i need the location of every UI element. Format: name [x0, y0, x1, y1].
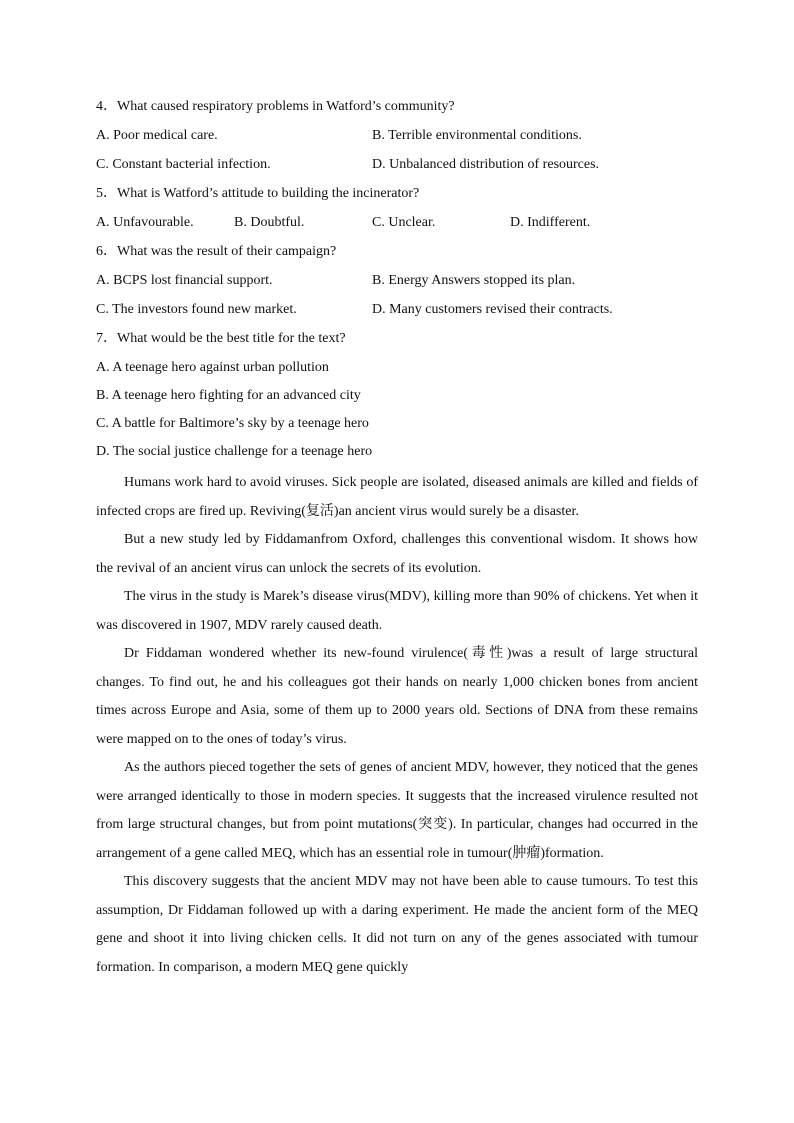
- passage-paragraph-5: As the authors pieced together the sets of genes of ancient MDV, however, they noticed that the genes were arranged identically to those in modern species. It suggests that the increased virulence resulted not from large structural changes, but from point mutations(突变). In particular, changes had occurred in the arrangement of a gene called MEQ, which has an essential role in tumour(肿瘤)formation.: [96, 760, 698, 861]
- reading-passage: [96, 469, 698, 982]
- question-5-options-row: [96, 212, 698, 241]
- question-4-option-c: C. Constant bacterial infection.: [96, 157, 271, 172]
- question-6-options-row-1: [96, 270, 698, 299]
- passage-paragraph-4: Dr Fiddaman wondered whether its new-found virulence(毒性)was a result of large structural changes. To find out, he and his colleagues got their hands on nearly 1,000 chicken bones from ancient times across Europe and Asia, some of them up to 2000 years old. Sections of DNA from these remains were mapped on to the ones of today’s virus.: [96, 646, 698, 747]
- question-6-option-a: A. BCPS lost financial support.: [96, 273, 273, 288]
- question-7-stem: 7．What would be the best title for the text?: [96, 331, 346, 346]
- page-content: [96, 96, 698, 982]
- question-6-option-b: B. Energy Answers stopped its plan.: [372, 273, 576, 288]
- question-5-option-a: A. Unfavourable.: [96, 215, 194, 230]
- passage-paragraph-2: But a new study led by Fiddamanfrom Oxford, challenges this conventional wisdom. It shows how the revival of an ancient virus can unlock the secrets of its evolution.: [96, 532, 698, 576]
- question-4-option-a: A. Poor medical care.: [96, 128, 218, 143]
- passage-paragraph-6: This discovery suggests that the ancient MDV may not have been able to cause tumours. To test this assumption, Dr Fiddaman followed up with a daring experiment. He made the ancient form of the MEQ gene and shoot it into living chicken cells. It did not turn on any of the genes associated with tumour formation. In comparison, a modern MEQ gene quickly: [96, 874, 698, 975]
- question-5-option-d: D. Indifferent.: [510, 215, 591, 230]
- question-4-stem: 4．What caused respiratory problems in Watford’s community?: [96, 99, 455, 114]
- question-4-option-d: D. Unbalanced distribution of resources.: [372, 157, 600, 172]
- question-6-option-c: C. The investors found new market.: [96, 302, 297, 317]
- question-5-option-c: C. Unclear.: [372, 215, 436, 230]
- question-4-option-b: B. Terrible environmental conditions.: [372, 128, 582, 143]
- question-7-option-a: A. A teenage hero against urban pollution: [96, 360, 329, 375]
- question-6-stem: 6．What was the result of their campaign?: [96, 244, 337, 259]
- passage-paragraph-1: Humans work hard to avoid viruses. Sick people are isolated, diseased animals are killed and fields of infected crops are fired up. Reviving(复活)an ancient virus would surely be a disaster.: [96, 475, 698, 519]
- question-5-option-b: B. Doubtful.: [234, 215, 305, 230]
- question-5-stem: 5．What is Watford’s attitude to building the incinerator?: [96, 186, 420, 201]
- question-7-option-c: C. A battle for Baltimore’s sky by a teenage hero: [96, 416, 369, 431]
- question-7-option-b: B. A teenage hero fighting for an advanced city: [96, 388, 361, 403]
- question-6-option-d: D. Many customers revised their contracts.: [372, 302, 613, 317]
- question-6-options-row-2: [96, 299, 698, 328]
- question-4-options-row-1: [96, 125, 698, 154]
- passage-paragraph-3: The virus in the study is Marek’s disease virus(MDV), killing more than 90% of chickens. Yet when it was discovered in 1907, MDV rarely caused death.: [96, 589, 698, 633]
- question-7-option-d: D. The social justice challenge for a teenage hero: [96, 444, 373, 459]
- question-4-options-row-2: [96, 154, 698, 183]
